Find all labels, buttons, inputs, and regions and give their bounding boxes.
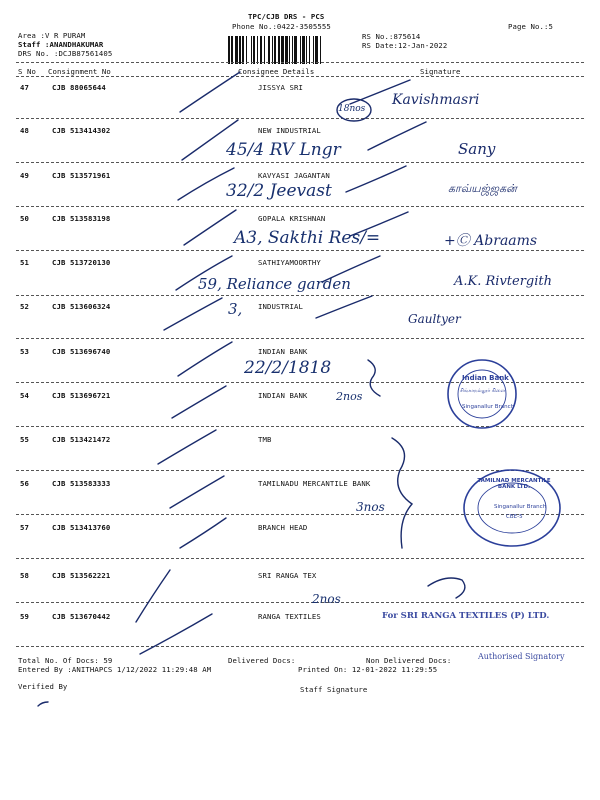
- non-delivered-docs: Non Delivered Docs:: [366, 656, 452, 665]
- staff-label: Staff :ANANDHAKUMAR: [18, 40, 104, 49]
- row-sno: 51: [20, 258, 29, 267]
- row-divider: [16, 118, 584, 119]
- row-consignment: CJB 513571961: [52, 171, 111, 180]
- tick-mark: [140, 614, 212, 654]
- divider: [16, 76, 584, 77]
- phone-number: Phone No.:0422-3505555: [232, 22, 331, 31]
- row-sno: 47: [20, 83, 29, 92]
- tick-mark: [180, 518, 226, 548]
- row-consignee: INDIAN BANK: [258, 347, 308, 356]
- tick-mark: [346, 166, 406, 192]
- tick-mark: [170, 476, 224, 508]
- row-consignment: CJB 513583333: [52, 479, 111, 488]
- handwritten-address: 3,: [228, 300, 243, 318]
- row-consignee: SRI RANGA TEX: [258, 571, 317, 580]
- tick-mark: [38, 702, 48, 706]
- row-consignee: JISSYA SRI: [258, 83, 303, 92]
- divider: [16, 62, 584, 63]
- handwritten-note: 22/2/1818: [244, 358, 332, 378]
- row-consignment: CJB 513562221: [52, 571, 111, 580]
- tick-mark: [172, 386, 226, 418]
- row-consignee: RANGA TEXTILES: [258, 612, 321, 621]
- row-sno: 52: [20, 302, 29, 311]
- signature: Kavishmasri: [392, 92, 480, 108]
- document-title: TPC/CJB DRS - PCS: [248, 12, 325, 21]
- signature: காவ்யஜ்ஜகன்: [448, 182, 517, 195]
- handwritten-count: 2nos: [336, 390, 363, 403]
- row-consignee: NEW INDUSTRIAL: [258, 126, 321, 135]
- row-consignee: KAVYASI JAGANTAN: [258, 171, 330, 180]
- row-consignee: BRANCH HEAD: [258, 523, 308, 532]
- handwritten-address: 59, Reliance garden: [198, 275, 351, 293]
- entered-by: Entered By :ANITHAPCS 1/12/2022 11:29:48 AM: [18, 665, 212, 674]
- handwritten-count: 2nos: [312, 592, 341, 606]
- handwritten-address: 32/2 Jeevast: [226, 181, 332, 201]
- row-consignment: CJB 513606324: [52, 302, 111, 311]
- row-divider: [16, 338, 584, 339]
- row-divider: [16, 206, 584, 207]
- row-sno: 58: [20, 571, 29, 580]
- column-consignee: Consignee Details: [238, 67, 315, 76]
- rs-date: RS Date:12-Jan-2022: [362, 41, 448, 50]
- bracket-mark: [368, 360, 380, 396]
- row-sno: 54: [20, 391, 29, 400]
- column-consignment: Consignment No: [48, 67, 111, 76]
- signature: +Ⓒ Abraams: [444, 233, 538, 249]
- row-sno: 57: [20, 523, 29, 532]
- area-label: Area :V R PURAM: [18, 31, 86, 40]
- row-divider: [16, 646, 584, 647]
- handwritten-address: 45/4 RV Lngr: [226, 140, 341, 160]
- row-consignee: TMB: [258, 435, 272, 444]
- row-divider: [16, 602, 584, 603]
- row-sno: 53: [20, 347, 29, 356]
- indian-bank-stamp: [462, 374, 509, 382]
- row-divider: [16, 470, 584, 471]
- row-divider: [16, 162, 584, 163]
- tick-mark: [316, 296, 372, 318]
- row-divider: [16, 382, 584, 383]
- printed-on: Printed On: 12-01-2022 11:29:55: [298, 665, 438, 674]
- row-consignment: CJB 513413760: [52, 523, 111, 532]
- row-consignment: CJB 513583198: [52, 214, 111, 223]
- delivered-docs: Delivered Docs:: [228, 656, 296, 665]
- signature: A.K. Rivtergith: [454, 274, 552, 289]
- row-consignment: CJB 513414302: [52, 126, 111, 135]
- total-docs: Total No. Of Docs: 59: [18, 656, 113, 665]
- handwritten-count: 3nos: [356, 500, 385, 514]
- tick-mark: [178, 342, 232, 376]
- row-divider: [16, 250, 584, 251]
- stamp-text: Singanallur Branch: [462, 404, 515, 410]
- tick-mark: [164, 298, 222, 330]
- drs-number: DRS No. :DCJB87561405: [18, 49, 113, 58]
- row-consignment: CJB 513670442: [52, 612, 111, 621]
- row-divider: [16, 558, 584, 559]
- bracket-mark: [392, 438, 412, 548]
- row-sno: 50: [20, 214, 29, 223]
- stamp-ring: [448, 360, 516, 428]
- tick-mark: [368, 122, 426, 150]
- row-consignee: INDIAN BANK: [258, 391, 308, 400]
- row-divider: [16, 514, 584, 515]
- tick-mark: [136, 570, 170, 622]
- column-sno: S No: [18, 67, 36, 76]
- row-consignee: GOPALA KRISHNAN: [258, 214, 326, 223]
- signature: Sany: [458, 140, 496, 158]
- verified-by: Verified By: [18, 682, 68, 691]
- tmb-stamp: TAMILNAD MERCANTILE BANK LTD.: [477, 478, 551, 490]
- rs-number: RS No.:875614: [362, 32, 421, 41]
- row-consignee: TAMILNADU MERCANTILE BANK: [258, 479, 371, 488]
- hand-mark: [428, 578, 465, 598]
- signature: Gaultyer: [408, 312, 461, 326]
- row-divider: [16, 295, 584, 296]
- row-sno: 56: [20, 479, 29, 488]
- row-sno: 49: [20, 171, 29, 180]
- staff-signature: Staff Signature: [300, 685, 368, 694]
- tick-mark: [158, 430, 216, 464]
- ranga-stamp: For SRI RANGA TEXTILES (P) LTD.: [382, 611, 550, 621]
- tick-mark: [184, 210, 236, 245]
- tick-mark: [180, 72, 240, 112]
- row-sno: 55: [20, 435, 29, 444]
- stamp-text: Indian Bank: [462, 374, 509, 382]
- authorised-signatory-stamp: Authorised Signatory: [478, 652, 565, 661]
- row-consignment: CJB 513421472: [52, 435, 111, 444]
- handwritten-address: A3, Sakthi Res/=: [234, 228, 381, 248]
- row-consignee: INDUSTRIAL: [258, 302, 303, 311]
- column-signature: Signature: [420, 67, 461, 76]
- handwritten-count: 18nos: [338, 104, 366, 114]
- stamp-text: சிங்காநல்லூர் கிளை: [460, 388, 506, 394]
- row-consignment: CJB 88065644: [52, 83, 106, 92]
- row-divider: [16, 426, 584, 427]
- stamp-text: Singanallur Branch: [494, 504, 547, 510]
- row-sno: 48: [20, 126, 29, 135]
- page-number: Page No.:5: [508, 22, 553, 31]
- row-consignment: CJB 513720130: [52, 258, 111, 267]
- row-consignment: CJB 513696740: [52, 347, 111, 356]
- row-consignee: SATHIYAMOORTHY: [258, 258, 321, 267]
- stamp-text: CBE-5: [506, 514, 523, 520]
- row-sno: 59: [20, 612, 29, 621]
- barcode: [228, 36, 354, 64]
- row-consignment: CJB 513696721: [52, 391, 111, 400]
